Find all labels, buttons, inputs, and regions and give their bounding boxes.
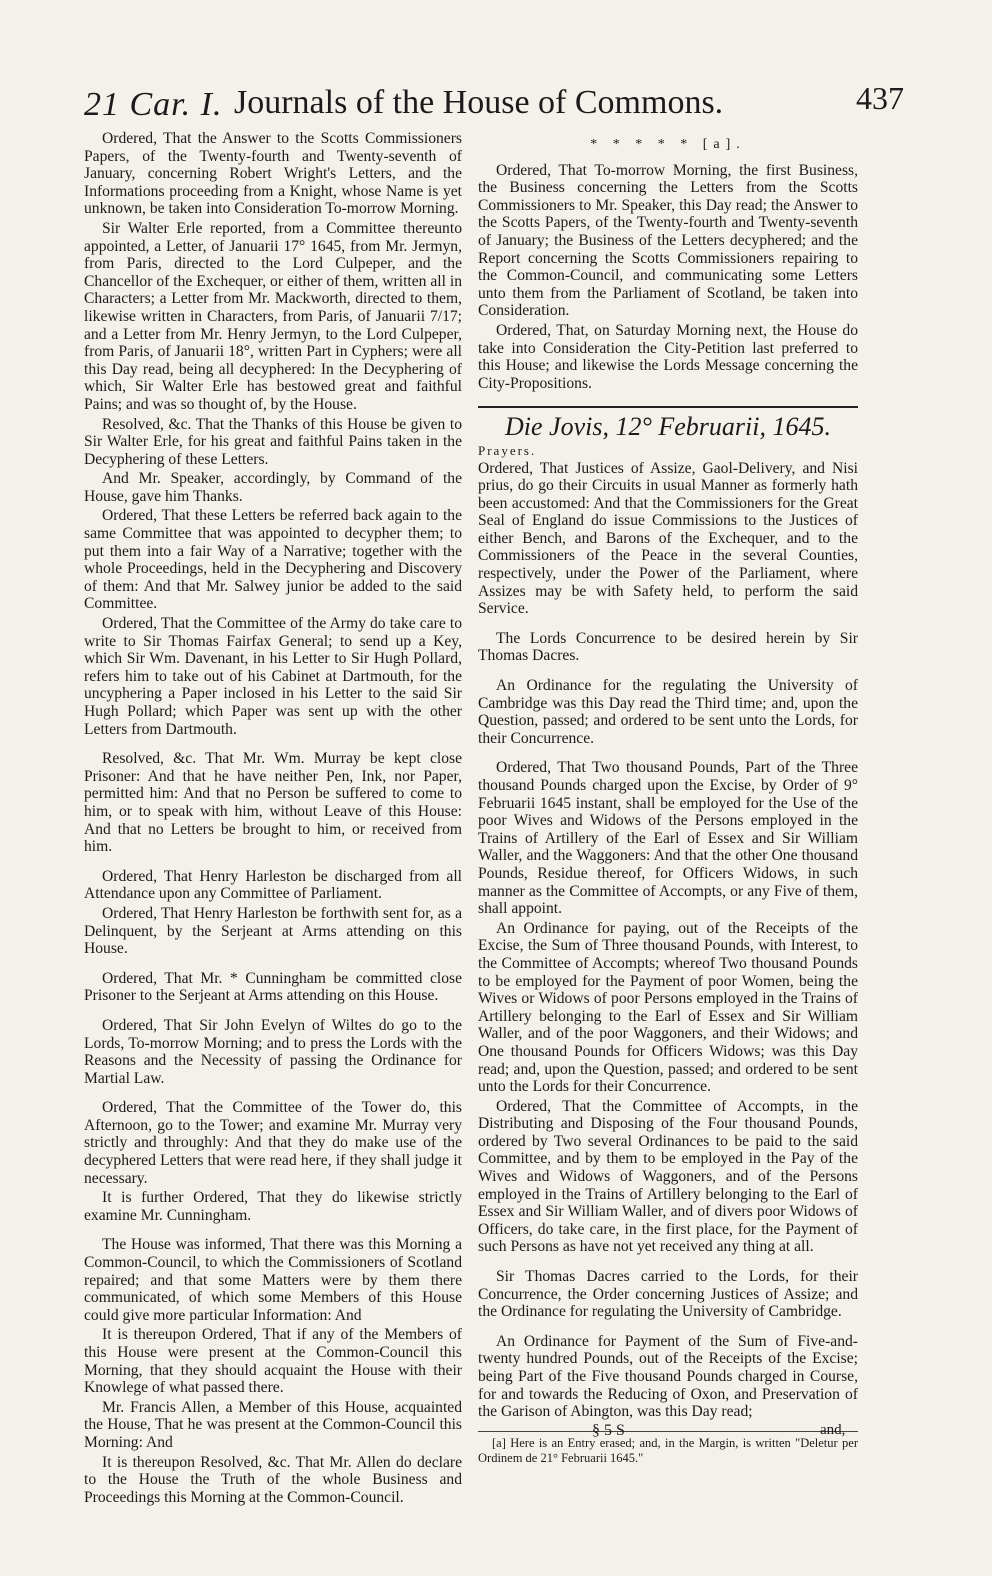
entry-paragraph: Ordered, That the Committee of Accompts, in the Distributing and Disposing of the Four thousand Pounds, ordered by Two several Ordinances to be paid to the said Committee, and by them to be employed in the Pay of the Wives and Widows of Waggoners, and of the Persons employed in the Trains of Artillery belonging to the Earl of Essex and Sir William Waller, and of divers poor Widows of Officers, do take care, in the first place, for the Payment of such Persons as have not yet received any thing at all. <box>478 1097 858 1256</box>
entry-paragraph: Ordered, That Justices of Assize, Gaol-Delivery, and Nisi prius, do go their Circuits in usual Manner as formerly hath been accustomed: And that the Commissioners for the Great Seal of England do issue Commissions to the Justices of either Bench, and Barons of the Exchequer, and to the Commissioners of the Peace in the several Counties, respectively, under the Power of the Parliament, where Assizes may be with Safety held, to perform the said Service. <box>478 459 858 618</box>
prayers-label: Prayers. <box>478 442 537 458</box>
entry-paragraph: Ordered, That Two thousand Pounds, Part of the Three thousand Pounds charged upon the Excise, by Order of 9° Februarii 1645 instant, shall be employed for the Use of the poor Wives and Widows of the Persons employed in the Trains of Artillery of the Earl of Essex and Sir William Waller, and the Waggoners: And that the other One thousand Pounds, Residue thereof, for Officers Widows, in such manner as the Committee of Accompts, or any Five of them, shall appoint. <box>478 759 858 918</box>
entry-paragraph: It is further Ordered, That they do likewise strictly examine Mr. Cunningham. <box>84 1189 462 1224</box>
day-heading: Die Jovis, 12° Februarii, 1645. <box>505 412 831 442</box>
entry-paragraph: Ordered, That Sir John Evelyn of Wiltes do go to the Lords, To-morrow Morning; and to press the Lords with the Reasons and the Necessity of passing the Ordinance for Martial Law. <box>84 1016 462 1087</box>
section-divider <box>478 406 858 408</box>
entry-paragraph: Ordered, That these Letters be referred back again to the same Committee that was appointed to decypher them; to put them into a fair Way of a Narrative; together with the whole Proceedings, held in the Decyphering and Discovery of them: And that Mr. Salwey junior be added to the said Committee. <box>84 507 462 613</box>
page-number: 437 <box>856 80 904 116</box>
entry-paragraph: It is thereupon Ordered, That if any of the Members of this House were present at the Common-Council this Morning, that they should acquaint the House with their Knowlege of what passed there. <box>84 1326 462 1397</box>
left-column <box>84 130 462 1508</box>
entry-paragraph: Ordered, That the Committee of the Tower do, this Afternoon, go to the Tower; and examine Mr. Murray very strictly and throughly: And that they do make use of the decyphered Letters that were read here, if they shall judge it necessary. <box>84 1099 462 1187</box>
entry-paragraph: Ordered, That To-morrow Morning, the first Business, the Business concerning the Letters from the Scotts Commissioners to Mr. Speaker, this Day read; the Answer to the Scotts Papers, of the Twenty-fourth and Twenty-seventh of January; the Business of the Letters decyphered; and the Report concerning the Scotts Commissioners repairing to the Common-Council, and communicating some Letters unto them from the Parliament of Scotland, be taken into Consideration. <box>478 161 858 320</box>
entry-paragraph: An Ordinance for paying, out of the Receipts of the Excise, the Sum of Three thousand Pounds, with Interest, to the Committee of Accompts; whereof Two thousand Pounds to be employed for the Payment of poor Women, being the Wives or Widows of poor Persons employed in the Trains of Artillery belonging to the Earl of Essex and Sir William Waller, and of the poor Waggoners, and their Widows; and One thousand Pounds for Officers Widows; was this Day read; and, upon the Question, passed; and ordered to be sent unto the Lords for their Concurrence. <box>478 919 858 1096</box>
entry-paragraph: It is thereupon Resolved, &c. That Mr. Allen do declare to the House the Truth of the whole Business and Proceedings this Morning at the Common-Council. <box>84 1453 462 1506</box>
right-column <box>478 130 858 1466</box>
entry-paragraph: Ordered, That the Committee of the Army do take care to write to Sir Thomas Fairfax General; to send up a Key, which Sir Wm. Davenant, in his Letter to Sir Hugh Pollard, refers him to take out of his Cabinet at Dartmouth, for the uncyphering a Paper inclosed in his Letter to the said Sir Hugh Pollard; which Paper was sent up with the other Letters from Dartmouth. <box>84 615 462 738</box>
entry-paragraph: An Ordinance for the regulating the University of Cambridge was this Day read the Third time; and, upon the Question, passed; and ordered to be sent unto the Lords, for their Concurrence. <box>478 677 858 747</box>
entry-paragraph: Ordered, That Henry Harleston be discharged from all Attendance upon any Committee of Parliament. <box>84 867 462 903</box>
entry-paragraph: Mr. Francis Allen, a Member of this House, acquainted the House, That he was present at the Common-Council this Morning: And <box>84 1398 462 1451</box>
entry-paragraph: Ordered, That the Answer to the Scotts Commissioners Papers, of the Twenty-fourth and Twenty-seventh of January, concerning Robert Wright's Letters, and the Informations proceeding from a Knight, whose Name is yet unknown, be taken into Consideration To-morrow Morning. <box>84 130 462 218</box>
page-header <box>84 80 904 130</box>
entry-paragraph: Resolved, &c. That Mr. Wm. Murray be kept close Prisoner: And that he have neither Pen, Ink, nor Paper, permitted him: And that no Person be suffered to come to him, or to speak with him, without Leave of this House: And that no Letters be brought to him, or received from him. <box>84 750 462 856</box>
footnote: [a] Here is an Entry erased; and, in the Margin, is written "Deletur per Ordinem de 21° Februarii 1645." <box>478 1431 858 1466</box>
entry-paragraph: Ordered, That Henry Harleston be forthwith sent for, as a Delinquent, by the Serjeant at Arms attending on this House. <box>84 904 462 958</box>
signature-mark: § 5 S <box>592 1422 625 1439</box>
entry-paragraph: An Ordinance for Payment of the Sum of Five-and-twenty hundred Pounds, out of the Receipts of the Excise; being Part of the Five thousand Pounds charged in Course, for and towards the Reducing of Oxon, and Preservation of the Garison of Abington, was this Day read; <box>478 1332 858 1421</box>
entry-paragraph: The House was informed, That there was this Morning a Common-Council, to which the Commissioners of Scotland repaired; and that some Matters were by them there communicated, of which some Members of this House could give more particular Information: And <box>84 1236 462 1324</box>
entry-paragraph: Ordered, That Mr. * Cunningham be committed close Prisoner to the Serjeant at Arms attending on this House. <box>84 969 462 1005</box>
entry-paragraph: And Mr. Speaker, accordingly, by Command of the House, gave him Thanks. <box>84 470 462 505</box>
entry-paragraph: Sir Thomas Dacres carried to the Lords, for their Concurrence, the Order concerning Justices of Assize; and the Ordinance for regulating the University of Cambridge. <box>478 1268 858 1321</box>
reign-label: 21 Car. I. <box>84 86 223 123</box>
entry-paragraph: Resolved, &c. That the Thanks of this House be given to Sir Walter Erle, for his great and faithful Pains taken in the Decyphering of these Letters. <box>84 415 462 468</box>
entry-paragraph: Ordered, That, on Saturday Morning next, the House do take into Consideration the City-Petition last preferred to this House; and likewise the Lords Message concerning the City-Propositions. <box>478 321 858 392</box>
entry-paragraph: The Lords Concurrence to be desired herein by Sir Thomas Dacres. <box>478 629 858 665</box>
catchword: and, <box>820 1422 846 1438</box>
entry-paragraph: Sir Walter Erle reported, from a Committee thereunto appointed, a Letter, of Januarii 17° 1645, from Mr. Jermyn, from Paris, directed to the Lord Culpeper, and the Chancellor of the Exchequer, or either of them, written all in Characters; a Letter from Mr. Mackworth, directed to them, likewise written in Characters, from Paris, of Januarii 7/17; and a Letter from Mr. Henry Jermyn, to the Lord Culpeper, from Paris, of Januarii 18°, written Part in Cyphers; were all this Day read, being all decyphered: In the Decyphering of which, Sir Walter Erle has bestowed great and faithful Pains; and was so thought of, by the House. <box>84 219 462 413</box>
journal-title: Journals of the House of Commons. <box>234 84 724 121</box>
erased-entry-marker: * * * * * [a]. <box>590 137 746 152</box>
